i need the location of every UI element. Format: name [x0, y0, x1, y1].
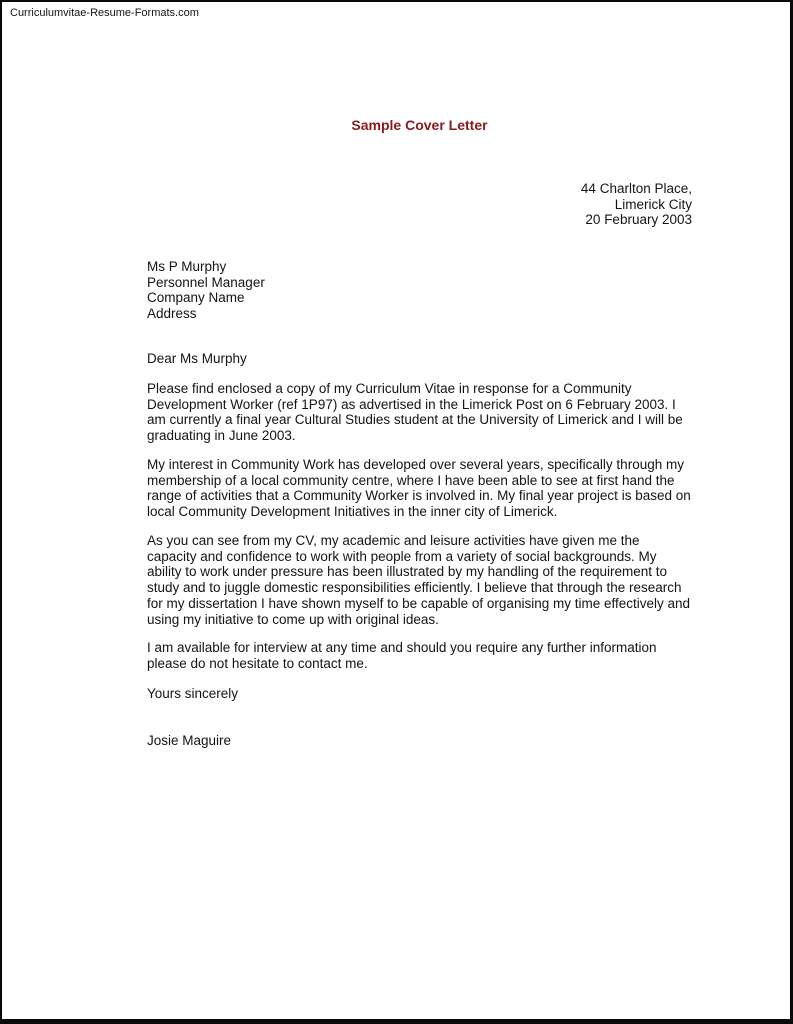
- sender-address-block: [147, 181, 692, 228]
- body-paragraph-1: Please find enclosed a copy of my Curriculum Vitae in response for a Community Development Worker (ref 1P97) as advertised in the Limerick Post on 6 February 2003. I am currently a final year Cultural Studies student at the University of Limerick and I will be graduating in June 2003.: [147, 381, 683, 444]
- watermark-text: Curriculumvitae-Resume-Formats.com: [10, 7, 199, 19]
- recipient-address: Address: [147, 306, 197, 322]
- body-paragraph-3: As you can see from my CV, my academic and leisure activities have given me the capacity and confidence to work with people from a variety of social backgrounds. My ability to work under pressure has been illustrated by my handling of the requirement to study and to juggle domestic responsibilities efficiently. I believe that through the research for my dissertation I have shown myself to be capable of organising my time effectively and using my initiative to come up with original ideas.: [147, 533, 691, 627]
- recipient-block: [147, 259, 692, 322]
- sender-address-line: 44 Charlton Place,: [580, 181, 692, 196]
- closing-phrase: Yours sincerely: [147, 686, 239, 701]
- cover-letter: [147, 2, 692, 1024]
- sender-date: 20 February 2003: [585, 212, 692, 228]
- sender-address-line: Limerick City: [614, 196, 692, 212]
- body-paragraph-2: My interest in Community Work has developed over several years, specifically through my membership of a local community centre, where I have been able to see at first hand the range of activities that a Community Worker is involved in. My final year project is based on local Community Development Initiatives in the inner city of Limerick.: [147, 457, 691, 520]
- signature-name: Josie Maguire: [147, 733, 232, 748]
- recipient-job-title: Personnel Manager: [147, 274, 265, 290]
- recipient-company: Company Name: [147, 290, 245, 306]
- letter-title: Sample Cover Letter: [351, 117, 488, 133]
- body-paragraph-4: I am available for interview at any time and should you require any further information please do not hesitate to contact me.: [147, 640, 657, 671]
- salutation: Dear Ms Murphy: [147, 351, 247, 366]
- recipient-name: Ms P Murphy: [147, 259, 227, 274]
